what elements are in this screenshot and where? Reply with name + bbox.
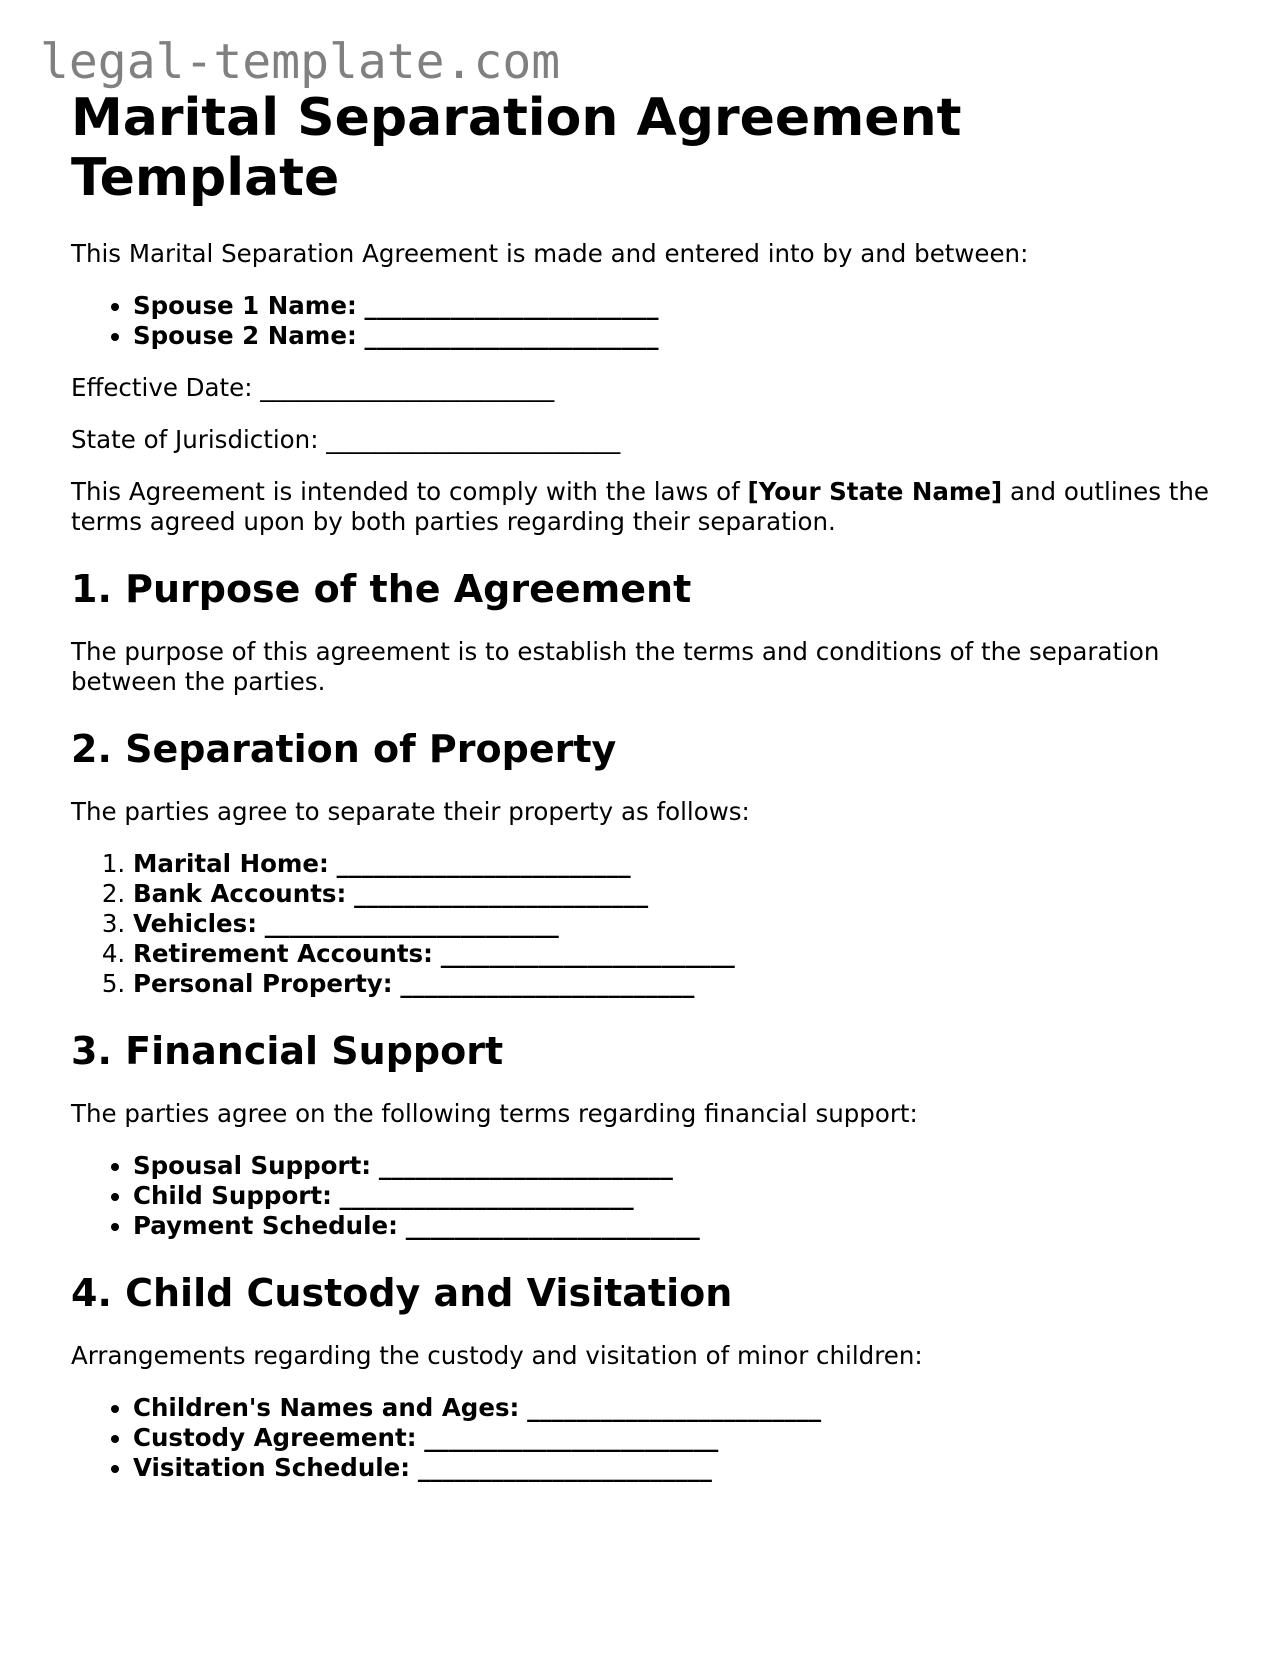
list-item [133, 1151, 1231, 1181]
list-item [133, 1181, 1231, 1211]
financial-label: Spousal Support: [133, 1151, 372, 1180]
compliance-text [71, 477, 1231, 537]
effective-date-blank[interactable]: ________________________ [260, 373, 555, 402]
property-label: Personal Property: [133, 969, 393, 998]
spouse-1-label: Spouse 1 Name: [133, 291, 357, 320]
property-label: Vehicles: [133, 909, 257, 938]
section-heading-property: 2. Separation of Property [71, 727, 617, 771]
list-item [133, 879, 1231, 909]
list-item [133, 1453, 1231, 1483]
financial-label: Payment Schedule: [133, 1211, 398, 1240]
list-item [133, 1393, 1231, 1423]
financial-intro: The parties agree on the following terms regarding financial support: [71, 1099, 918, 1128]
property-blank[interactable]: ________________________ [440, 939, 735, 968]
spouse-1-blank[interactable]: ________________________ [364, 291, 659, 320]
property-blank[interactable]: ________________________ [264, 909, 559, 938]
property-blank[interactable]: ________________________ [336, 849, 631, 878]
compliance-before: This Agreement is intended to comply with the laws of [71, 477, 748, 506]
watermark: legal-template.com [40, 34, 561, 90]
custody-label: Visitation Schedule: [133, 1453, 411, 1482]
spouse-2-label: Spouse 2 Name: [133, 321, 357, 350]
custody-list [71, 1393, 1231, 1483]
compliance-after: and outlines the terms agreed upon by both parties regarding their separation. [71, 477, 1209, 536]
section-heading-custody: 4. Child Custody and Visitation [71, 1271, 733, 1315]
property-blank[interactable]: ________________________ [354, 879, 649, 908]
section-heading-financial: 3. Financial Support [71, 1029, 504, 1073]
property-label: Marital Home: [133, 849, 329, 878]
list-item [133, 849, 1231, 879]
financial-blank[interactable]: ________________________ [339, 1181, 634, 1210]
custody-blank[interactable]: ________________________ [424, 1423, 719, 1452]
spouse-2-blank[interactable]: ________________________ [364, 321, 659, 350]
list-item [133, 939, 1231, 969]
financial-blank[interactable]: ________________________ [405, 1211, 700, 1240]
state-placeholder: [Your State Name] [747, 477, 1003, 506]
financial-blank[interactable]: ________________________ [378, 1151, 673, 1180]
custody-blank[interactable]: ________________________ [417, 1453, 712, 1482]
list-item [133, 1211, 1231, 1241]
financial-label: Child Support: [133, 1181, 332, 1210]
list-item [133, 291, 1231, 321]
custody-blank[interactable]: ________________________ [527, 1393, 822, 1422]
purpose-text: The purpose of this agreement is to establish the terms and conditions of the separation between the parties. [71, 637, 1160, 696]
document-body [71, 88, 1231, 1483]
list-item [133, 321, 1231, 351]
custody-intro: Arrangements regarding the custody and visitation of minor children: [71, 1341, 923, 1370]
effective-date-label: Effective Date: [71, 373, 253, 402]
intro-text: This Marital Separation Agreement is made and entered into by and between: [71, 239, 1029, 268]
list-item [133, 969, 1231, 999]
list-item [133, 909, 1231, 939]
list-item [133, 1423, 1231, 1453]
effective-date-line [71, 373, 1231, 403]
jurisdiction-line [71, 425, 1231, 455]
jurisdiction-blank[interactable]: ________________________ [326, 425, 621, 454]
property-label: Bank Accounts: [133, 879, 347, 908]
property-intro: The parties agree to separate their property as follows: [71, 797, 750, 826]
financial-list [71, 1151, 1231, 1241]
jurisdiction-label: State of Jurisdiction: [71, 425, 319, 454]
property-label: Retirement Accounts: [133, 939, 433, 968]
document-title: Marital Separation Agreement Template [71, 88, 962, 208]
custody-label: Children's Names and Ages: [133, 1393, 520, 1422]
spouse-list [71, 291, 1231, 351]
custody-label: Custody Agreement: [133, 1423, 417, 1452]
property-blank[interactable]: ________________________ [400, 969, 695, 998]
property-list [71, 849, 1231, 999]
section-heading-purpose: 1. Purpose of the Agreement [71, 567, 692, 611]
